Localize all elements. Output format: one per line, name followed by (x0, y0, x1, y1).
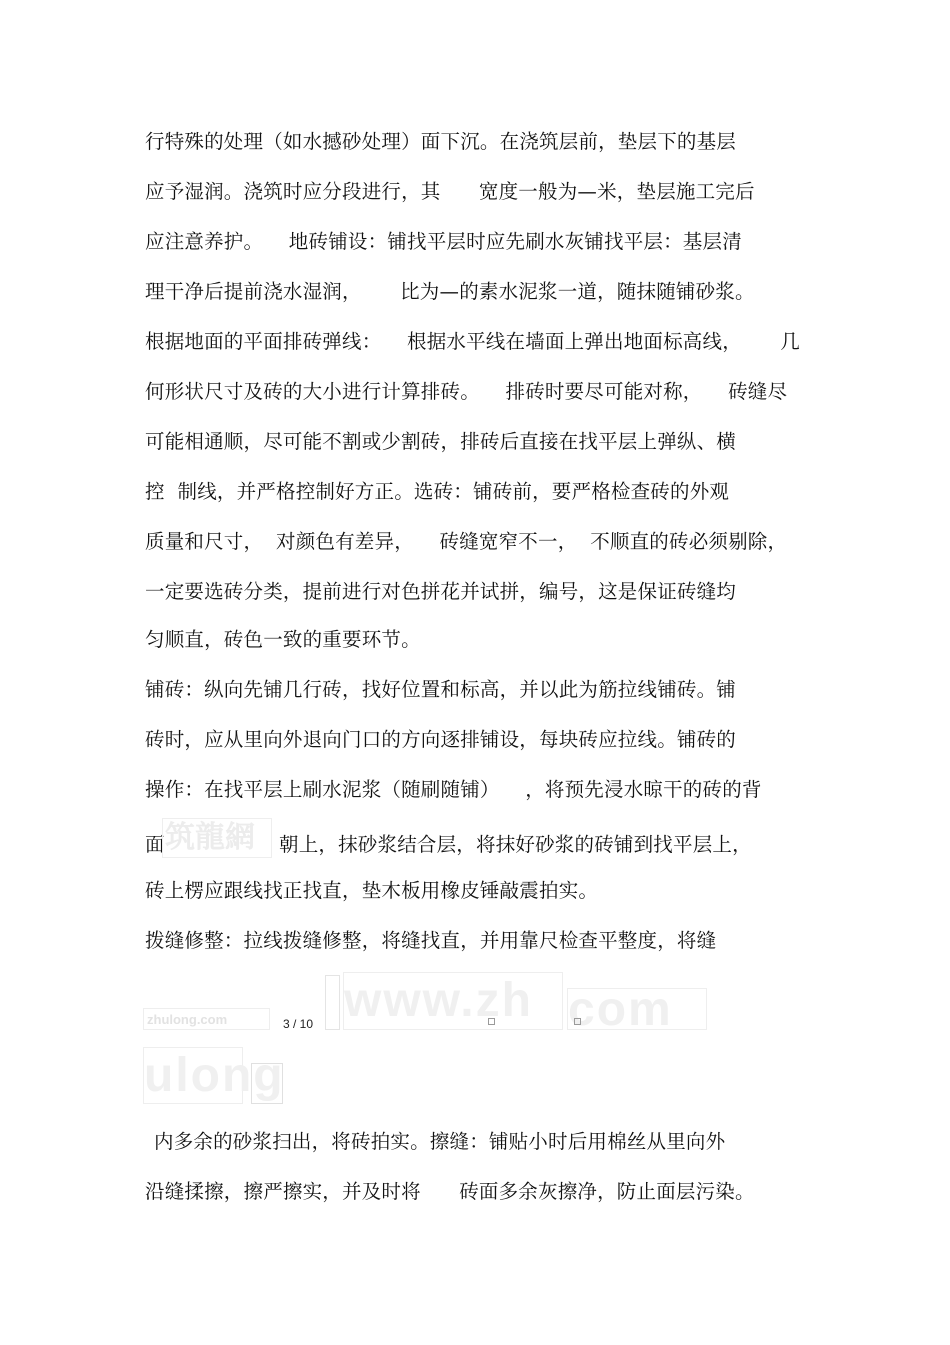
text-line: 一定要选砖分类，提前进行对色拼花并试拼，编号，这是保证砖缝均 (145, 580, 737, 603)
watermark-url-large-3: ulong (144, 1049, 285, 1102)
text-line: 根据地面的平面排砖弹线： 根据水平线在墙面上弹出地面标高线， 几 (145, 330, 800, 353)
text-line: 砖上楞应跟线找正找直，垫木板用橡皮锤敲震拍实。 (145, 879, 599, 902)
watermark-logo: 筑龍網 (162, 818, 272, 858)
text-line: 面 (145, 833, 165, 856)
text-line: 沿缝揉擦，擦严擦实，并及时将 砖面多余灰擦净，防止面层污染。 (145, 1180, 755, 1203)
text-line: 可能相通顺，尽可能不割或少割砖，排砖后直接在找平层上弹纵、横 (145, 430, 737, 453)
watermark-small-url: zhulong.com (143, 1008, 270, 1030)
text-line: 朝上，抹砂浆结合层，将抹好砂浆的砖铺到找平层上， (279, 833, 752, 856)
watermark-url-large-2: com (567, 988, 707, 1030)
watermark-url-large: www.zh (343, 972, 563, 1030)
square-icon (488, 1018, 495, 1025)
text-line: 质量和尺寸， 对颜色有差异， 砖缝宽窄不一， 不顺直的砖必须剔除， (145, 530, 788, 553)
square-icon (574, 1018, 581, 1025)
text-line: 操作：在找平层上刷水泥浆（随刷随铺） ，将预先浸水晾干的砖的背 (145, 778, 762, 801)
page-number: 3 / 10 (283, 1017, 314, 1031)
text-line: 理干净后提前浇水湿润， 比为—的素水泥浆一道，随抹随铺砂浆。 (145, 280, 755, 303)
text-line: 应予湿润。浇筑时应分段进行，其 宽度一般为—米，垫层施工完后 (145, 180, 755, 203)
text-line: 内多余的砂浆扫出，将砖拍实。擦缝：铺贴小时后用棉丝从里向外 (154, 1130, 726, 1153)
watermark-frame-small (251, 1063, 283, 1104)
text-line: 铺砖：纵向先铺几行砖，找好位置和标高，并以此为筋拉线铺砖。铺 (145, 678, 737, 701)
text-line: 匀顺直，砖色一致的重要环节。 (145, 628, 421, 651)
text-line: 控 制线，并严格控制好方正。选砖：铺砖前，要严格检查砖的外观 (145, 480, 730, 503)
text-line: 何形状尺寸及砖的大小进行计算排砖。 排砖时要尽可能对称， 砖缝尽 (145, 380, 788, 403)
text-line: 砖时，应从里向外退向门口的方向逐排铺设，每块砖应拉线。铺砖的 (145, 728, 737, 751)
text-line: 行特殊的处理（如水撼砂处理）面下沉。在浇筑层前，垫层下的基层 (145, 130, 737, 153)
watermark-frame (325, 975, 340, 1030)
text-line: 应注意养护。 地砖铺设：铺找平层时应先刷水灰铺找平层：基层清 (145, 230, 742, 253)
text-line: 拨缝修整：拉线拨缝修整，将缝找直，并用靠尺检查平整度，将缝 (145, 929, 717, 952)
